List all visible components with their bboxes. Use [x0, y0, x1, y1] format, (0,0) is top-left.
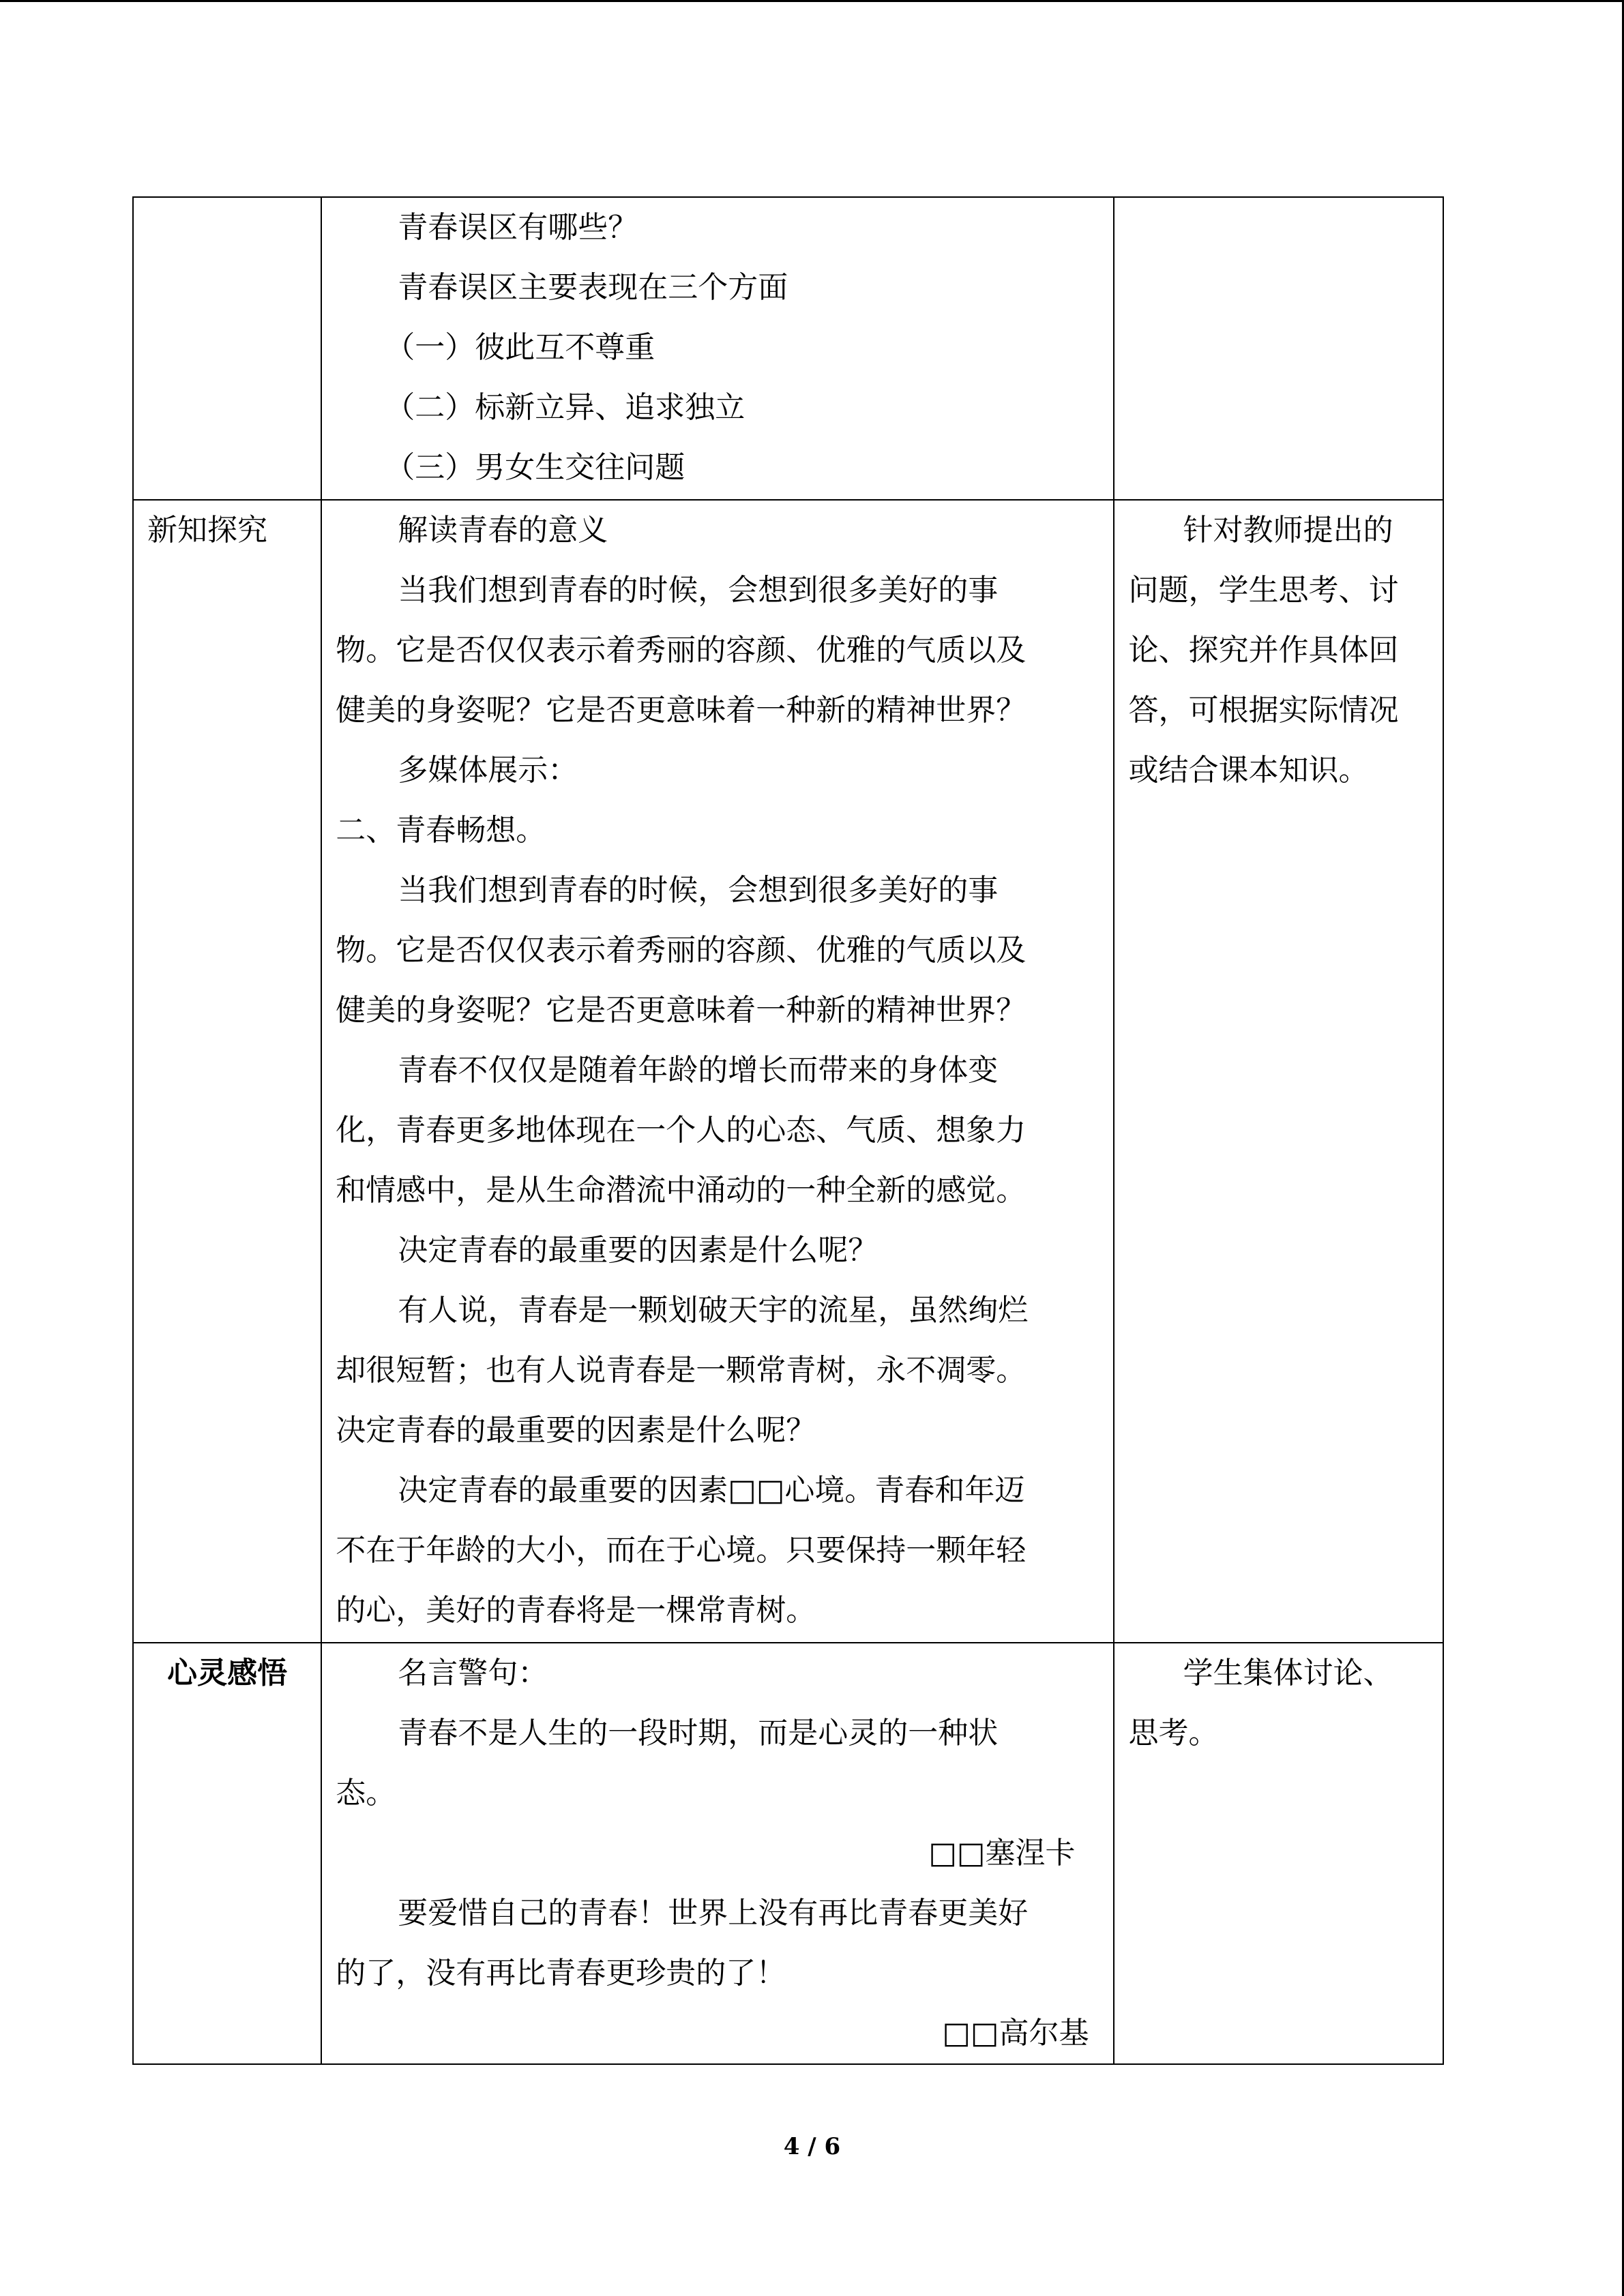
content-line: 物。它是否仅仅表示着秀丽的容颜、优雅的气质以及: [336, 933, 1027, 968]
content-line: 的心，美好的青春将是一棵常青树。: [336, 1593, 816, 1628]
quote-author: □□高尔基: [942, 2016, 1089, 2051]
quote-line: 青春不是人生的一段时期，而是心灵的一种状: [398, 1716, 999, 1750]
note-line: 问题，学生思考、讨: [1128, 573, 1399, 608]
content-cell: [321, 500, 1114, 1643]
content-line: 和情感中，是从生命潜流中涌动的一种全新的感觉。: [336, 1173, 1027, 1208]
content-line: 青春不仅仅是随着年龄的增长而带来的身体变: [398, 1053, 999, 1088]
note-cell: [1114, 1643, 1443, 2064]
content-line: 决定青春的最重要的因素□□心境。青春和年迈: [398, 1473, 1025, 1508]
table-row: [133, 1643, 1443, 2064]
note-cell: [1114, 197, 1443, 500]
stage-label-cell: [133, 1643, 321, 2064]
stage-label: 心灵感悟: [167, 1656, 288, 1690]
stage-label-cell: [133, 197, 321, 500]
top-border-line: [0, 0, 1624, 2]
content-line: 青春误区主要表现在三个方面: [398, 270, 788, 305]
note-line: 答，可根据实际情况: [1128, 693, 1399, 728]
content-line: 解读青春的意义: [398, 513, 608, 548]
quote-line: 要爱惜自己的青春！世界上没有再比青春更美好: [398, 1896, 1029, 1930]
table-row: [133, 500, 1443, 1643]
content-line: （三）男女生交往问题: [385, 450, 685, 485]
content-line: 有人说，青春是一颗划破天宇的流星，虽然绚烂: [398, 1293, 1029, 1328]
note-line: 或结合课本知识。: [1128, 753, 1369, 788]
table-row: [133, 197, 1443, 500]
content-line: 多媒体展示：: [398, 753, 578, 788]
note-line: 针对教师提出的: [1183, 513, 1393, 548]
content-line: 化，青春更多地体现在一个人的心态、气质、想象力: [336, 1113, 1027, 1148]
lesson-plan-table: [132, 196, 1444, 2065]
content-line: 决定青春的最重要的因素是什么呢？: [336, 1413, 816, 1448]
note-line: 学生集体讨论、: [1183, 1656, 1393, 1690]
content-line: 当我们想到青春的时候，会想到很多美好的事: [398, 873, 999, 908]
note-line: 思考。: [1128, 1716, 1219, 1750]
quote-line: 态。: [336, 1776, 396, 1810]
content-cell: [321, 1643, 1114, 2064]
page-number: 4 / 6: [783, 2133, 841, 2160]
content-line: 不在于年龄的大小，而在于心境。只要保持一颗年轻: [336, 1533, 1027, 1568]
content-line: 却很短暂；也有人说青春是一颗常青树，永不凋零。: [336, 1353, 1027, 1388]
content-line: （二）标新立异、追求独立: [385, 390, 745, 425]
content-cell: [321, 197, 1114, 500]
content-line: 健美的身姿呢？它是否更意味着一种新的精神世界？: [336, 993, 1027, 1028]
note-cell: [1114, 500, 1443, 1643]
note-line: 论、探究并作具体回: [1128, 633, 1399, 668]
stage-label-cell: [133, 500, 321, 1643]
quote-line: 的了，没有再比青春更珍贵的了！: [336, 1956, 786, 1991]
content-line: 决定青春的最重要的因素是什么呢？: [398, 1233, 879, 1268]
content-line: （一）彼此互不尊重: [385, 330, 655, 365]
section-heading: 二、青春畅想。: [336, 813, 546, 848]
content-line: 物。它是否仅仅表示着秀丽的容颜、优雅的气质以及: [336, 633, 1027, 668]
content-line: 当我们想到青春的时候，会想到很多美好的事: [398, 573, 999, 608]
content-line: 青春误区有哪些？: [398, 210, 638, 245]
quote-author: □□塞涅卡: [928, 1836, 1076, 1870]
content-line: 名言警句：: [398, 1656, 548, 1690]
stage-label: 新知探究: [147, 513, 267, 548]
content-line: 健美的身姿呢？它是否更意味着一种新的精神世界？: [336, 693, 1027, 728]
